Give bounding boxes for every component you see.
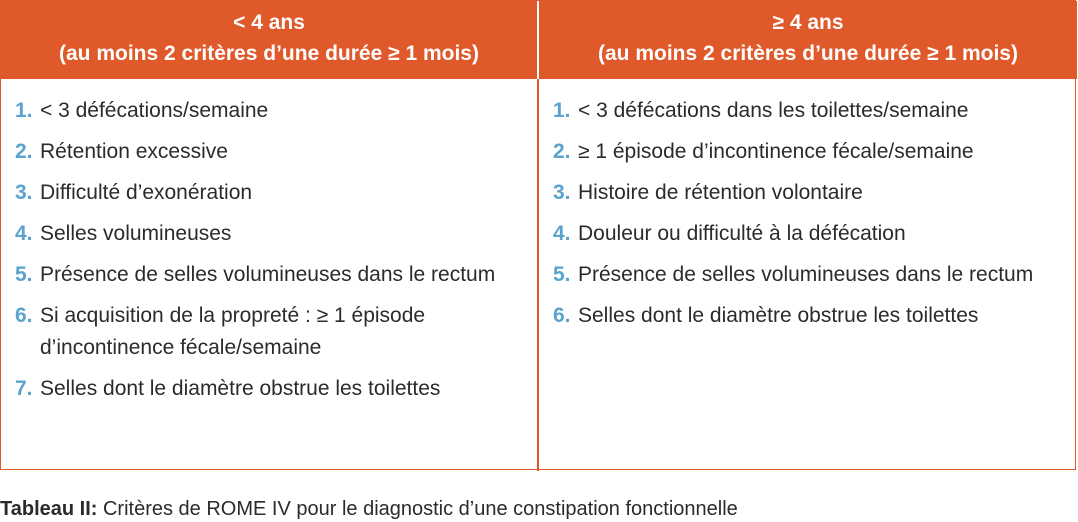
criterion-text: Présence de selles volumineuses dans le rectum bbox=[40, 263, 496, 286]
criterion-number: 1. bbox=[553, 99, 571, 122]
criterion-number: 1. bbox=[15, 99, 33, 122]
list-item bbox=[553, 95, 1067, 127]
criterion-text: Rétention excessive bbox=[40, 140, 228, 163]
list-item bbox=[15, 177, 527, 209]
list-item bbox=[553, 300, 1067, 332]
criterion-text: Selles dont le diamètre obstrue les toilettes bbox=[40, 377, 441, 400]
header-under-4-subtitle: (au moins 2 critères d’une durée ≥ 1 mois) bbox=[59, 42, 479, 65]
criterion-number: 2. bbox=[553, 140, 571, 163]
list-item bbox=[15, 136, 527, 168]
criterion-text: Selles dont le diamètre obstrue les toilettes bbox=[578, 304, 979, 327]
criterion-text: Difficulté d’exonération bbox=[40, 181, 253, 204]
criterion-text: ≥ 1 épisode d’incontinence fécale/semaine bbox=[578, 140, 974, 163]
criterion-number: 2. bbox=[15, 140, 33, 163]
criterion-text: < 3 défécations dans les toilettes/semaine bbox=[578, 99, 969, 122]
criterion-number: 6. bbox=[553, 304, 571, 327]
criterion-number: 4. bbox=[553, 222, 571, 245]
criterion-text: Si acquisition de la propreté : ≥ 1 épisode d’incontinence fécale/semaine bbox=[40, 304, 426, 359]
criterion-text: Selles volumineuses bbox=[40, 222, 232, 245]
criterion-number: 7. bbox=[15, 377, 33, 400]
caption-text: Critères de ROME IV pour le diagnostic d’une constipation fonctionnelle bbox=[97, 498, 738, 520]
header-4-and-over-title: ≥ 4 ans bbox=[772, 11, 844, 34]
criteria-list-under-4 bbox=[1, 79, 539, 471]
header-4-and-over bbox=[539, 1, 1077, 79]
list-item bbox=[15, 300, 527, 364]
list-item bbox=[15, 218, 527, 250]
list-item bbox=[15, 373, 527, 405]
list-item bbox=[553, 218, 1067, 250]
criteria-list-4-and-over bbox=[539, 79, 1077, 471]
table-caption bbox=[0, 496, 738, 522]
criterion-text: Histoire de rétention volontaire bbox=[578, 181, 863, 204]
criterion-text: Douleur ou difficulté à la défécation bbox=[578, 222, 906, 245]
criterion-number: 5. bbox=[15, 263, 33, 286]
header-under-4-title: < 4 ans bbox=[233, 11, 305, 34]
header-under-4 bbox=[1, 1, 539, 79]
criterion-number: 6. bbox=[15, 304, 33, 327]
caption-label: Tableau II: bbox=[0, 498, 98, 520]
header-4-and-over-subtitle: (au moins 2 critères d’une durée ≥ 1 mois) bbox=[598, 42, 1018, 65]
criterion-text: < 3 défécations/semaine bbox=[40, 99, 269, 122]
list-item bbox=[15, 95, 527, 127]
criterion-number: 5. bbox=[553, 263, 571, 286]
criterion-number: 3. bbox=[15, 181, 33, 204]
criterion-number: 4. bbox=[15, 222, 33, 245]
list-item bbox=[553, 136, 1067, 168]
criterion-text: Présence de selles volumineuses dans le rectum bbox=[578, 263, 1034, 286]
criterion-number: 3. bbox=[553, 181, 571, 204]
list-item bbox=[553, 177, 1067, 209]
list-item bbox=[15, 259, 527, 291]
list-item bbox=[553, 259, 1067, 291]
